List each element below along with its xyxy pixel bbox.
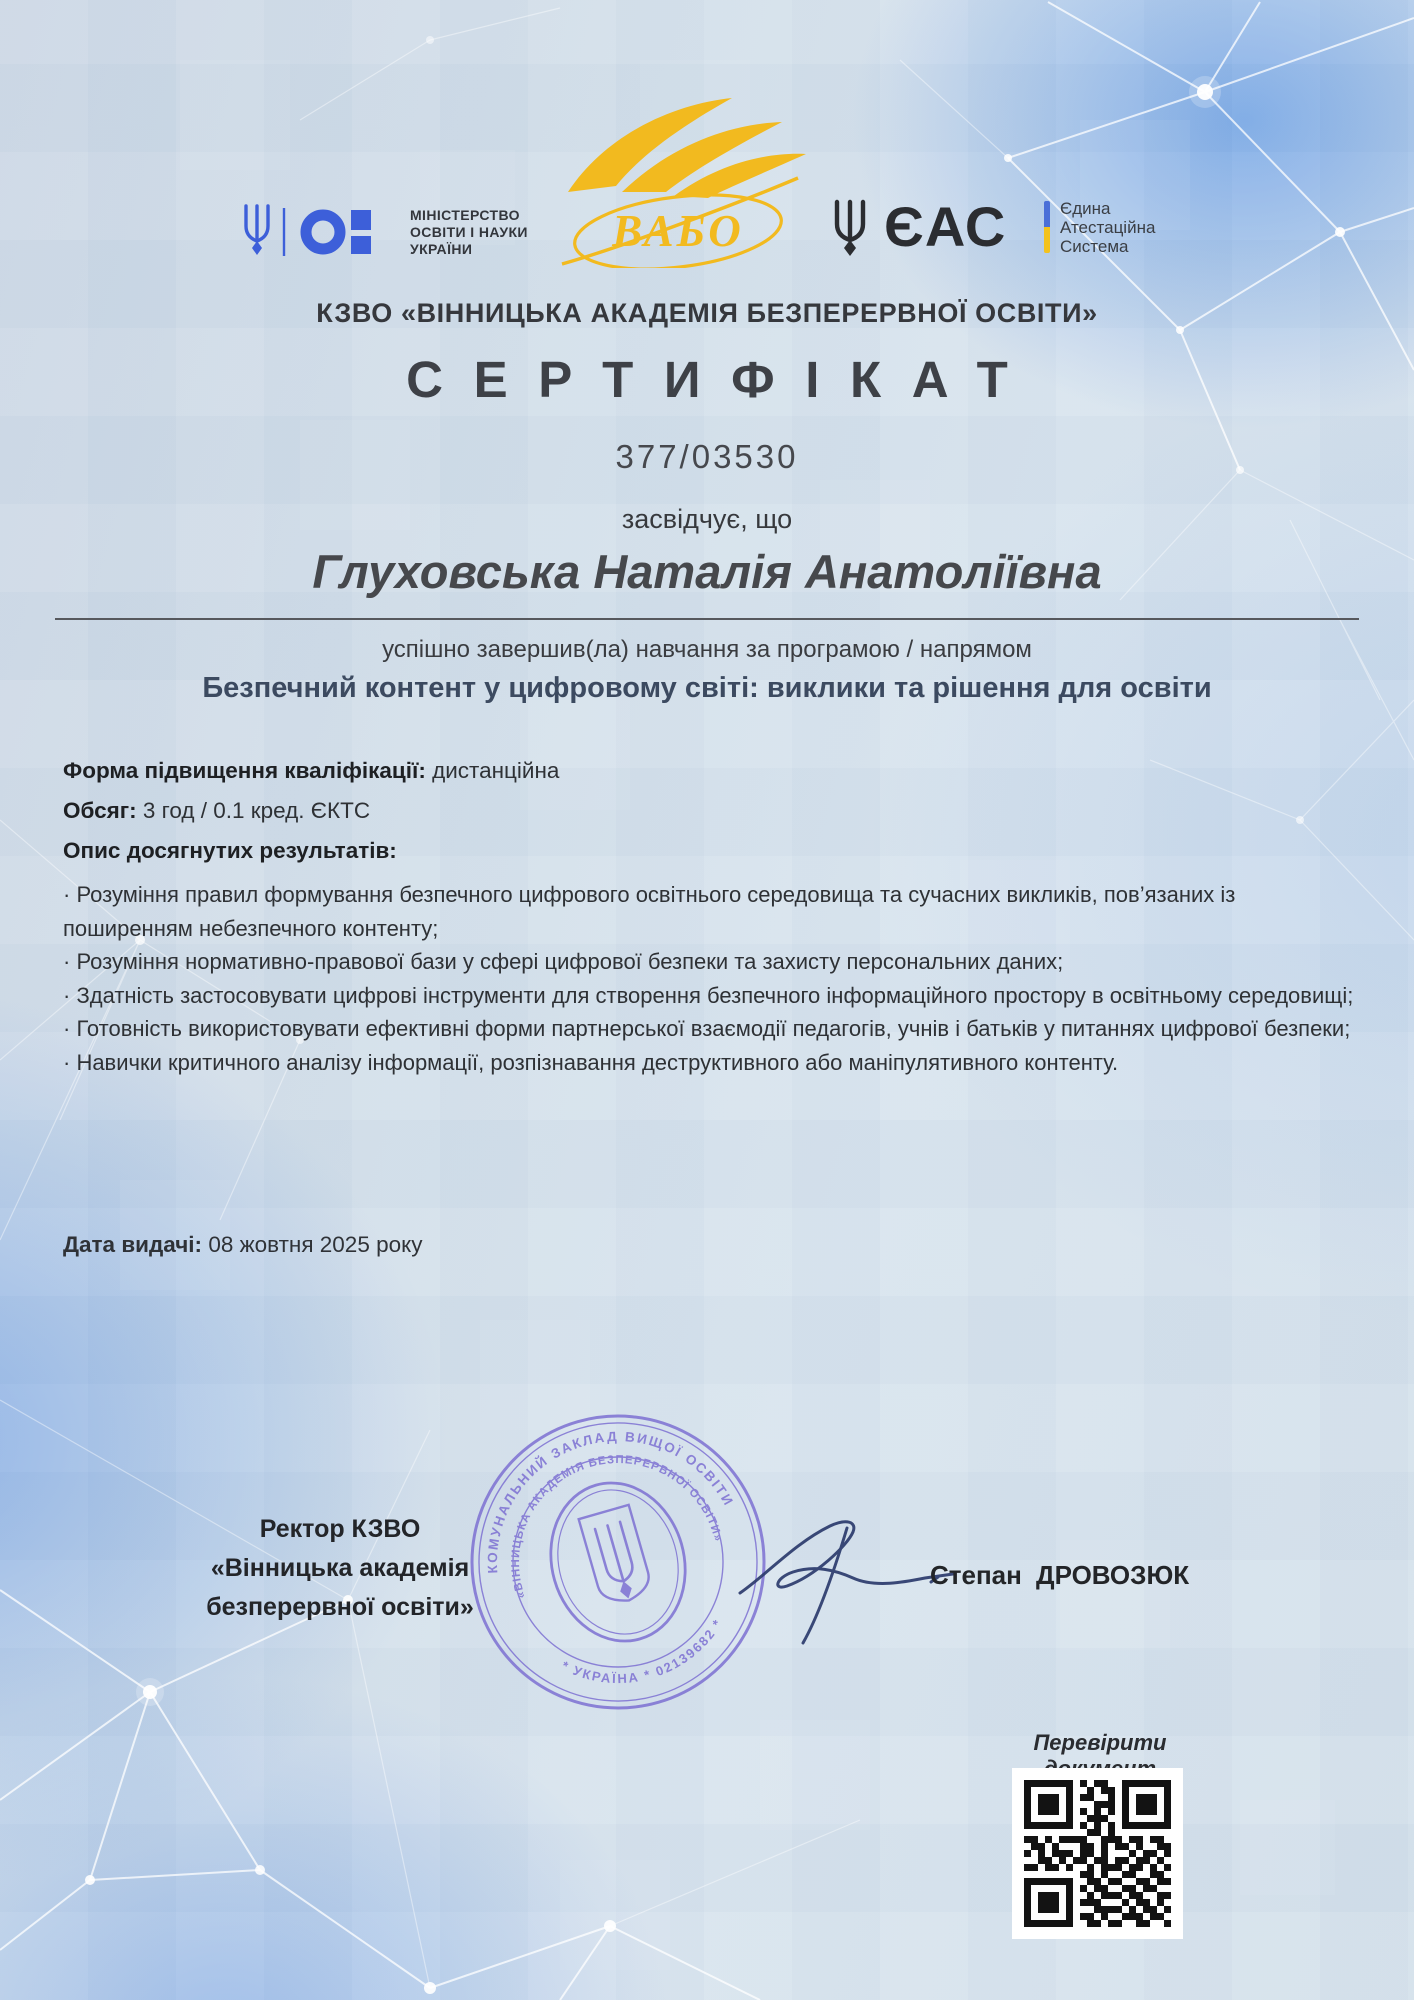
volume-value: 3 год / 0.1 кред. ЄКТС	[142, 798, 371, 823]
ministry-logo-text: МІНІСТЕРСТВО ОСВІТИ І НАУКИ УКРАЇНИ	[410, 206, 528, 257]
result-item: · Розуміння правил формування безпечного цифрового освітнього середовища та сучасних викликів, пов’язаних із поширенням небезпечного контенту;	[63, 882, 1236, 941]
qualification-form-row	[63, 758, 1368, 784]
result-item: · Навички критичного аналізу інформації, розпізнавання деструктивного або маніпулятивного контенту.	[63, 1049, 1119, 1075]
stamp-trident-icon	[595, 1522, 636, 1585]
signatory-position: Ректор КЗВО «Вінницька академія безперервної освіти»	[206, 1515, 474, 1621]
stamp-inner-ring-text: «ВІННИЦЬКА АКАДЕМІЯ БЕЗПЕРЕРВНОЇ ОСВІТИ»	[509, 1453, 724, 1600]
details-section	[63, 758, 1368, 1079]
qualification-form-label: Форма підвищення кваліфікації:	[63, 758, 426, 783]
certificate-number: 377/03530	[615, 438, 799, 475]
verify-document-label: Перевірити	[1033, 1730, 1167, 1755]
result-item: · Здатність застосовувати цифрові інструменти для створення безпечного інформаційного простору в освітньому середовищі;	[63, 982, 1354, 1008]
results-list	[63, 878, 1368, 1079]
volume-row	[63, 798, 1368, 824]
ministry-logo-mark	[238, 196, 396, 268]
name-underline	[55, 618, 1359, 620]
recipient-name: Глуховська Наталія Анатоліївна	[312, 545, 1102, 598]
issue-date-label: Дата видачі:	[63, 1232, 203, 1257]
organization-header: КЗВО «ВІННИЦЬКА АКАДЕМІЯ БЕЗПЕРЕРВНОЇ ОСВІТИ»	[316, 298, 1098, 328]
qualification-form-value: дистанційна	[432, 758, 560, 783]
eas-logo-text: Єдина Атестаційна Система	[1060, 198, 1156, 256]
ministry-logo	[238, 196, 528, 268]
program-title: Безпечний контент у цифровому світі: виклики та рішення для освіти	[202, 672, 1212, 704]
eas-flag-bar	[1044, 201, 1050, 253]
vabo-academy-logo	[556, 96, 816, 273]
qr-modules	[1024, 1780, 1171, 1927]
certificate-title: СЕРТИФІКАТ	[406, 351, 1039, 408]
certifies-label: засвідчує, що	[621, 504, 793, 534]
volume-label: Обсяг:	[63, 798, 137, 823]
svg-text:ЄАС: ЄАС	[884, 196, 1007, 258]
completion-label: успішно завершив(ла) навчання за програмою / напрямом	[382, 636, 1032, 663]
results-heading: Опис досягнутих результатів:	[63, 838, 397, 863]
stamp-outer-top-text: КОМУНАЛЬНИЙ ЗАКЛАД ВИЩОЇ ОСВІТИ	[484, 1428, 737, 1574]
issue-date-row	[63, 1232, 422, 1258]
eas-logo	[828, 196, 1155, 258]
issue-date-value: 08 жовтня 2025 року	[208, 1232, 423, 1257]
qr-code	[1012, 1768, 1183, 1939]
signatory-name: Степан ДРОВОЗЮК	[930, 1560, 1190, 1590]
result-item: · Готовність використовувати ефективні форми партнерської взаємодії педагогів, учнів і батьків у питаннях цифрової безпеки;	[63, 1016, 1351, 1041]
result-item: · Розуміння нормативно-правової бази у сфері цифрової безпеки та захисту персональних даних;	[63, 949, 1064, 974]
eas-acronym	[884, 196, 1034, 258]
stamp-outer-bottom-text: * УКРАЇНА * 02139682 *	[559, 1615, 726, 1687]
vabo-logo-text: ВАБО	[612, 206, 744, 256]
eas-trident-icon	[828, 196, 874, 258]
